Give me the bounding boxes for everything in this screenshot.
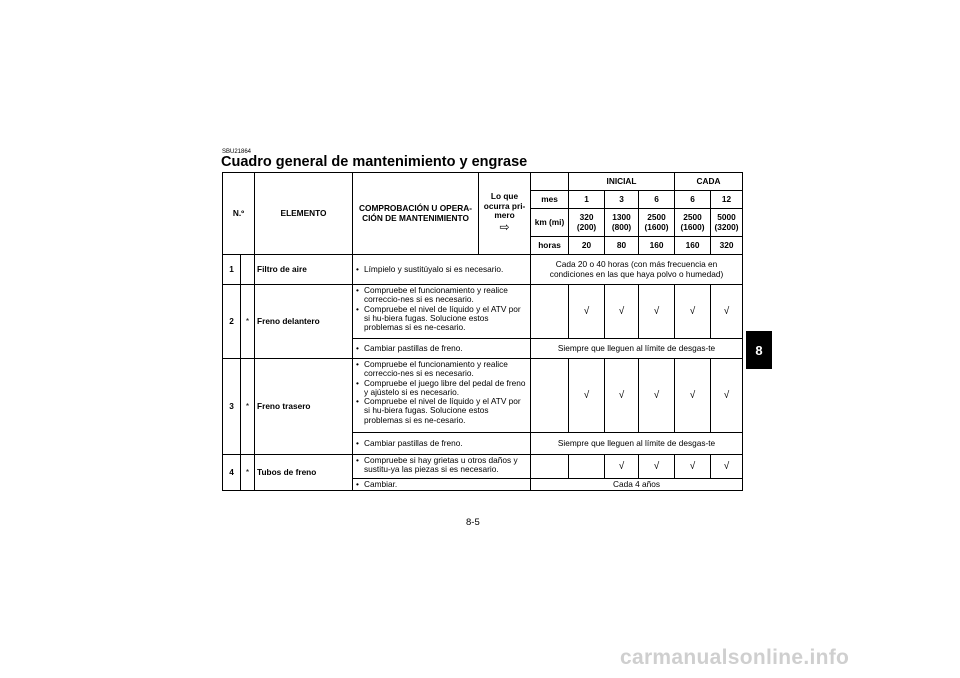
row-number: 1 [223, 255, 241, 285]
row-interval: Cada 20 o 40 horas (con más frecuencia en condiciones en las que haya polvo o humedad) [531, 255, 743, 285]
check-item: • Compruebe el nivel de líquido y el ATV por si hu-biera fugas. Solucione estos problemas si es ne-cesario. [355, 397, 528, 425]
row-star: * [241, 455, 255, 491]
row-star: * [241, 285, 255, 359]
km-cell: 2500 (1600) [639, 209, 675, 237]
mes-cell: 1 [569, 191, 605, 209]
header-initial: INICIAL [569, 173, 675, 191]
label-km: km (mi) [531, 209, 569, 237]
header-first-occurs [479, 173, 531, 255]
row-star [241, 255, 255, 285]
check-mark: √ [639, 455, 675, 479]
check-item: • Compruebe el juego libre del pedal de freno y ajústelo si es necesario. [355, 379, 528, 398]
header-element: ELEMENTO [255, 173, 353, 255]
check-mark: √ [639, 285, 675, 339]
row-check [353, 455, 531, 479]
row-interval: Cada 4 años [531, 479, 743, 491]
check-mark: √ [605, 359, 639, 433]
check-mark: √ [675, 455, 711, 479]
check-item: • Compruebe el funcionamiento y realice correccio-nes si es necesario. [355, 286, 528, 305]
watermark: carmanualsonline.info [620, 646, 850, 669]
header-blank [531, 173, 569, 191]
check-mark: √ [711, 359, 743, 433]
first-occurs-label: Lo que ocurra pri-mero [483, 191, 526, 220]
row-number: 3 [223, 359, 241, 455]
check-item: • Compruebe el funcionamiento y realice correccio-nes si es necesario. [355, 360, 528, 379]
row-star: * [241, 359, 255, 455]
label-horas: horas [531, 237, 569, 255]
mes-cell: 12 [711, 191, 743, 209]
km-cell: 2500 (1600) [675, 209, 711, 237]
check-item: • Cambiar pastillas de freno. [355, 439, 528, 448]
row-element: Tubos de freno [255, 455, 353, 491]
row-check [353, 433, 531, 455]
maintenance-table [222, 172, 743, 491]
row-interval: Siempre que lleguen al límite de desgas-te [531, 339, 743, 359]
row-check [353, 339, 531, 359]
page-number: 8-5 [466, 517, 480, 528]
row-element: Freno delantero [255, 285, 353, 359]
check-cell [531, 359, 569, 433]
check-item: • Cambiar. [355, 480, 528, 489]
arrow-right-icon: ⇨ [499, 220, 510, 235]
label-mes: mes [531, 191, 569, 209]
check-mark: √ [569, 285, 605, 339]
row-element: Filtro de aire [255, 255, 353, 285]
header-every: CADA [675, 173, 743, 191]
check-item: • Compruebe el nivel de líquido y el ATV por si hu-biera fugas. Solucione estos problemas si es ne-cesario. [355, 305, 528, 333]
row-check [353, 255, 531, 285]
row-interval: Siempre que lleguen al límite de desgas-te [531, 433, 743, 455]
check-mark: √ [711, 455, 743, 479]
check-item: • Cambiar pastillas de freno. [355, 344, 528, 353]
check-mark: √ [675, 359, 711, 433]
row-check [353, 359, 531, 433]
check-item: • Límpielo y sustitúyalo si es necesario. [355, 265, 528, 274]
horas-cell: 80 [605, 237, 639, 255]
check-mark: √ [711, 285, 743, 339]
document-code: SBU21864 [222, 149, 252, 155]
check-mark: √ [569, 359, 605, 433]
check-item: • Compruebe si hay grietas u otros daños y sustitu-ya las piezas si es necesario. [355, 456, 528, 475]
header-check: COMPROBACIÓN U OPERA-CIÓN DE MANTENIMIENTO [353, 173, 479, 255]
row-number: 4 [223, 455, 241, 491]
page-title: Cuadro general de mantenimiento y engrase [221, 154, 528, 170]
mes-cell: 3 [605, 191, 639, 209]
km-cell: 5000 (3200) [711, 209, 743, 237]
horas-cell: 20 [569, 237, 605, 255]
row-number: 2 [223, 285, 241, 359]
check-mark [569, 455, 605, 479]
row-element: Freno trasero [255, 359, 353, 455]
check-mark: √ [605, 455, 639, 479]
check-cell [531, 455, 569, 479]
check-mark: √ [639, 359, 675, 433]
horas-cell: 160 [675, 237, 711, 255]
horas-cell: 320 [711, 237, 743, 255]
row-check [353, 479, 531, 491]
mes-cell: 6 [675, 191, 711, 209]
section-tab: 8 [746, 331, 772, 369]
header-number: N.º [223, 173, 255, 255]
km-cell: 1300 (800) [605, 209, 639, 237]
mes-cell: 6 [639, 191, 675, 209]
check-mark: √ [605, 285, 639, 339]
km-cell: 320 (200) [569, 209, 605, 237]
horas-cell: 160 [639, 237, 675, 255]
row-check [353, 285, 531, 339]
check-mark: √ [675, 285, 711, 339]
check-cell [531, 285, 569, 339]
